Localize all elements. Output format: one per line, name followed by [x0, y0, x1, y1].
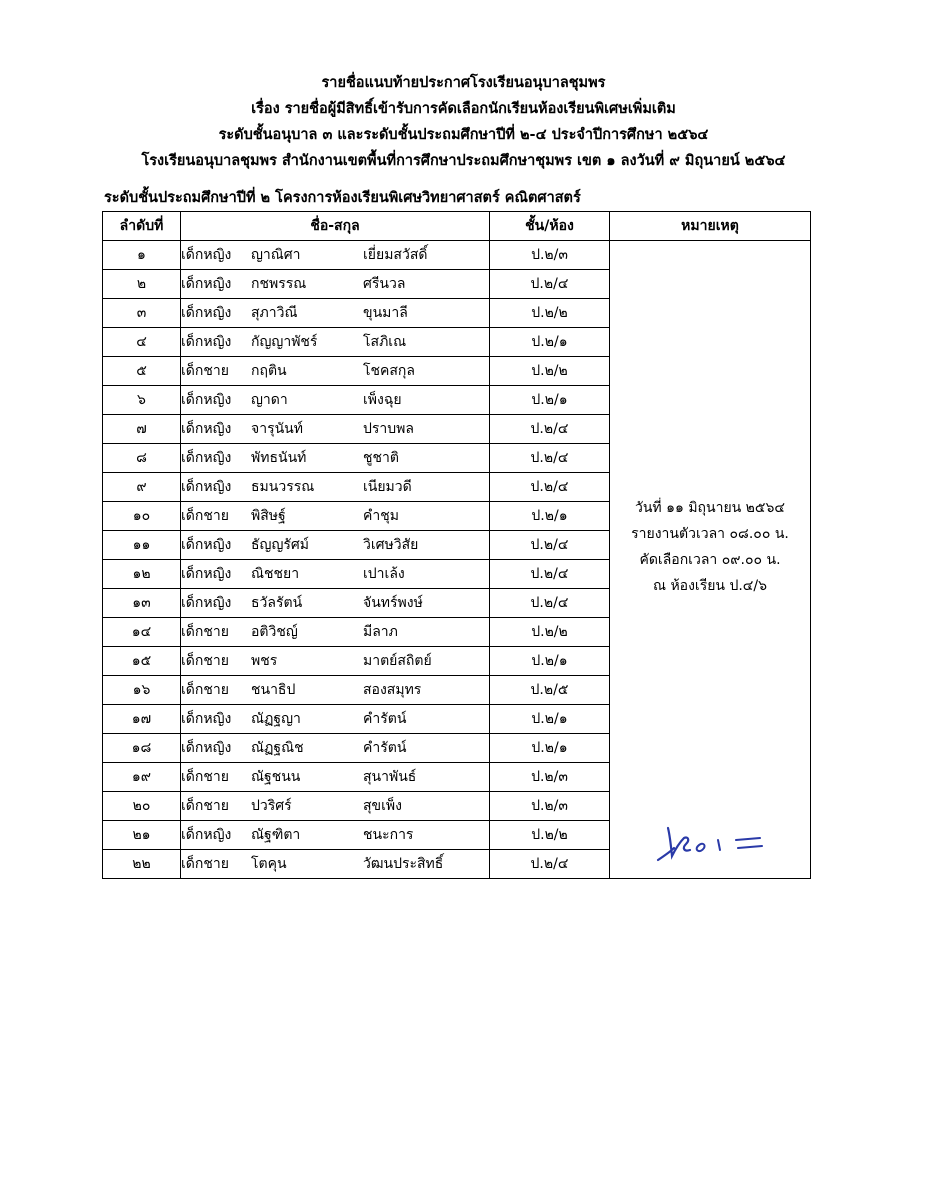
class-room: ป.๒/๑ — [490, 328, 610, 357]
student-name — [181, 763, 490, 792]
first-name: ธัญญรัศม์ — [251, 537, 310, 553]
header-class: ชั้น/ห้อง — [490, 212, 610, 241]
row-number: ๙ — [103, 473, 181, 502]
name-title: เด็กหญิง — [181, 711, 232, 727]
first-name: ญาณิศา — [251, 247, 301, 263]
first-name: ณัฏฐญา — [251, 711, 301, 727]
last-name: เปาเล้ง — [363, 566, 405, 582]
name-title: เด็กหญิง — [181, 305, 232, 321]
row-number: ๑๗ — [103, 705, 181, 734]
note-cell — [610, 241, 811, 879]
student-name — [181, 357, 490, 386]
name-title: เด็กหญิง — [181, 392, 232, 408]
row-number: ๑๕ — [103, 647, 181, 676]
name-title: เด็กหญิง — [181, 421, 232, 437]
student-name — [181, 589, 490, 618]
class-room: ป.๒/๑ — [490, 705, 610, 734]
class-room: ป.๒/๓ — [490, 241, 610, 270]
name-title: เด็กหญิง — [181, 740, 232, 756]
first-name: ชนาธิป — [251, 682, 296, 698]
name-title: เด็กหญิง — [181, 479, 232, 495]
student-name — [181, 560, 490, 589]
header-line-3: ระดับชั้นอนุบาล ๓ และระดับชั้นประถมศึกษาปีที่ ๒-๔ ประจำปีการศึกษา ๒๕๖๔ — [218, 127, 709, 143]
header-no: ลำดับที่ — [103, 212, 181, 241]
student-name — [181, 502, 490, 531]
student-name — [181, 444, 490, 473]
last-name: มาตย์สถิตย์ — [363, 653, 432, 669]
row-number: ๒๑ — [103, 821, 181, 850]
row-number: ๓ — [103, 299, 181, 328]
first-name: พชร — [251, 653, 278, 669]
class-room: ป.๒/๔ — [490, 560, 610, 589]
row-number: ๘ — [103, 444, 181, 473]
row-number: ๒๐ — [103, 792, 181, 821]
header-line-2: เรื่อง รายชื่อผู้มีสิทธิ์เข้ารับการคัดเลือกนักเรียนห้องเรียนพิเศษเพิ่มเติม — [251, 101, 676, 117]
last-name: ขุนมาลี — [363, 305, 408, 321]
class-room: ป.๒/๑ — [490, 502, 610, 531]
note-text — [610, 495, 810, 599]
last-name: คำรัตน์ — [363, 711, 407, 727]
class-room: ป.๒/๔ — [490, 531, 610, 560]
first-name: ณัฐฑิตา — [251, 827, 301, 843]
class-room: ป.๒/๔ — [490, 444, 610, 473]
class-room: ป.๒/๔ — [490, 589, 610, 618]
row-number: ๑๑ — [103, 531, 181, 560]
last-name: ปราบพล — [363, 421, 414, 437]
signature-mark — [654, 822, 784, 874]
class-room: ป.๒/๒ — [490, 299, 610, 328]
section-title: ระดับชั้นประถมศึกษาปีที่ ๒ โครงการห้องเรียนพิเศษวิทยาศาสตร์ คณิตศาสตร์ — [104, 190, 581, 206]
name-title: เด็กหญิง — [181, 247, 232, 263]
row-number: ๔ — [103, 328, 181, 357]
last-name: เนียมวดี — [363, 479, 412, 495]
table-row — [103, 241, 811, 270]
last-name: จันทร์พงษ์ — [363, 595, 423, 611]
student-name — [181, 705, 490, 734]
student-name — [181, 270, 490, 299]
document-header — [0, 70, 927, 174]
name-title: เด็กหญิง — [181, 276, 232, 292]
first-name: กัญญาพัชร์ — [251, 334, 318, 350]
class-room: ป.๒/๔ — [490, 270, 610, 299]
student-name — [181, 647, 490, 676]
first-name: โตคุน — [251, 856, 287, 872]
name-title: เด็กชาย — [181, 856, 229, 872]
last-name: วัฒนประสิทธิ์ — [363, 856, 444, 872]
student-name — [181, 792, 490, 821]
first-name: อติวิชญ์ — [251, 624, 298, 640]
name-title: เด็กหญิง — [181, 827, 232, 843]
name-title: เด็กหญิง — [181, 566, 232, 582]
last-name: มีลาภ — [363, 624, 398, 640]
name-title: เด็กชาย — [181, 653, 229, 669]
student-name — [181, 415, 490, 444]
row-number: ๑๓ — [103, 589, 181, 618]
first-name: ธวัลรัตน์ — [251, 595, 303, 611]
student-name — [181, 618, 490, 647]
student-name — [181, 821, 490, 850]
name-title: เด็กหญิง — [181, 537, 232, 553]
row-number: ๑ — [103, 241, 181, 270]
row-number: ๒ — [103, 270, 181, 299]
class-room: ป.๒/๑ — [490, 647, 610, 676]
row-number: ๕ — [103, 357, 181, 386]
class-room: ป.๒/๒ — [490, 821, 610, 850]
header-line-4: โรงเรียนอนุบาลชุมพร สำนักงานเขตพื้นที่การศึกษาประถมศึกษาชุมพร เขต ๑ ลงวันที่ ๙ มิถุนายน์ ๒๕๖๔ — [141, 153, 786, 169]
student-name — [181, 299, 490, 328]
first-name: พัทธนันท์ — [251, 450, 307, 466]
note-line2: รายงานตัวเวลา ๐๘.๐๐ น. — [631, 526, 789, 542]
student-name — [181, 473, 490, 502]
name-title: เด็กชาย — [181, 798, 229, 814]
row-number: ๑๐ — [103, 502, 181, 531]
name-title: เด็กหญิง — [181, 334, 232, 350]
first-name: ณิชชยา — [251, 566, 300, 582]
last-name: โชคสกุล — [363, 363, 415, 379]
student-name — [181, 241, 490, 270]
table-body — [103, 241, 811, 879]
name-title: เด็กหญิง — [181, 450, 232, 466]
class-room: ป.๒/๓ — [490, 792, 610, 821]
student-name — [181, 676, 490, 705]
note-line1: วันที่ ๑๑ มิถุนายน ๒๕๖๔ — [634, 500, 785, 516]
row-number: ๑๒ — [103, 560, 181, 589]
class-room: ป.๒/๕ — [490, 676, 610, 705]
first-name: จารุนันท์ — [251, 421, 303, 437]
student-name — [181, 386, 490, 415]
class-room: ป.๒/๑ — [490, 734, 610, 763]
first-name: ปวริศร์ — [251, 798, 292, 814]
last-name: สองสมุทร — [363, 682, 422, 698]
header-name: ชื่อ-สกุล — [181, 212, 490, 241]
name-title: เด็กชาย — [181, 769, 229, 785]
last-name: คำชุม — [363, 508, 399, 524]
first-name: ธมนวรรณ — [251, 479, 315, 495]
name-title: เด็กชาย — [181, 682, 229, 698]
last-name: เพ็งฉุย — [363, 392, 402, 408]
header-note: หมายเหตุ — [610, 212, 811, 241]
class-room: ป.๒/๔ — [490, 473, 610, 502]
row-number: ๒๒ — [103, 850, 181, 879]
last-name: เยี่ยมสวัสดิ์ — [363, 247, 428, 263]
note-line4: ณ ห้องเรียน ป.๔/๖ — [653, 578, 767, 594]
row-number: ๑๘ — [103, 734, 181, 763]
last-name: โสภิเณ — [363, 334, 407, 350]
first-name: ญาดา — [251, 392, 288, 408]
name-title: เด็กชาย — [181, 624, 229, 640]
signature-icon — [654, 822, 784, 864]
name-title: เด็กชาย — [181, 508, 229, 524]
header-line-1: รายชื่อแนบท้ายประกาศโรงเรียนอนุบาลชุมพร — [321, 75, 606, 91]
last-name: วิเศษวิสัย — [363, 537, 419, 553]
name-title: เด็กชาย — [181, 363, 229, 379]
row-number: ๗ — [103, 415, 181, 444]
first-name: ณัฐชนน — [251, 769, 301, 785]
class-room: ป.๒/๒ — [490, 618, 610, 647]
student-name — [181, 850, 490, 879]
last-name: สุขเพ็ง — [363, 798, 402, 814]
class-room: ป.๒/๒ — [490, 357, 610, 386]
last-name: ศรีนวล — [363, 276, 406, 292]
student-name — [181, 734, 490, 763]
first-name: กฤติน — [251, 363, 287, 379]
first-name: ณัฏฐณิช — [251, 740, 304, 756]
last-name: ชนะการ — [363, 827, 414, 843]
class-room: ป.๒/๔ — [490, 850, 610, 879]
row-number: ๑๔ — [103, 618, 181, 647]
last-name: สุนาพันธ์ — [363, 769, 417, 785]
row-number: ๑๙ — [103, 763, 181, 792]
student-name — [181, 531, 490, 560]
student-table — [102, 211, 811, 879]
first-name: สุภาวิณี — [251, 305, 298, 321]
last-name: ชูชาติ — [363, 450, 399, 466]
row-number: ๑๖ — [103, 676, 181, 705]
class-room: ป.๒/๔ — [490, 415, 610, 444]
first-name: พิสิษฐ์ — [251, 508, 286, 524]
class-room: ป.๒/๑ — [490, 386, 610, 415]
note-line3: คัดเลือกเวลา ๐๙.๐๐ น. — [639, 552, 781, 568]
last-name: คำรัตน์ — [363, 740, 407, 756]
row-number: ๖ — [103, 386, 181, 415]
class-room: ป.๒/๓ — [490, 763, 610, 792]
first-name: กชพรรณ — [251, 276, 307, 292]
name-title: เด็กหญิง — [181, 595, 232, 611]
table-header-row — [103, 212, 811, 241]
student-name — [181, 328, 490, 357]
